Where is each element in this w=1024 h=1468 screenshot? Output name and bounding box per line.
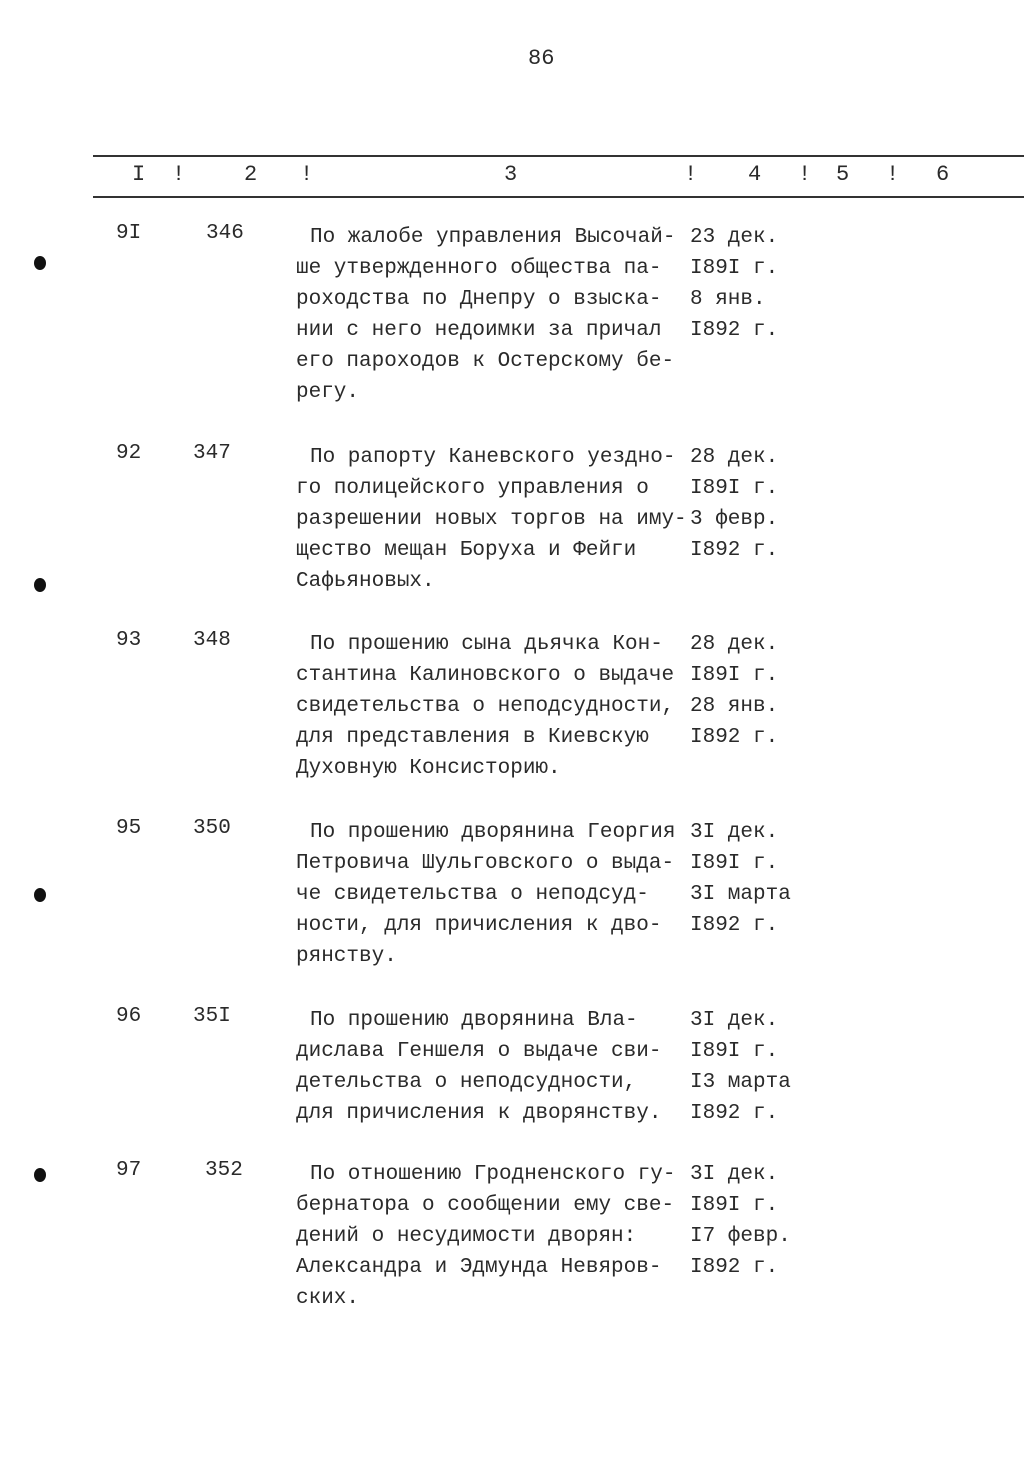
description-line: разрешении новых торгов на иму- xyxy=(296,508,687,531)
date-line: I89I г. xyxy=(690,1194,779,1217)
date-line: I892 г. xyxy=(690,726,779,749)
date-line: 28 дек. xyxy=(690,633,779,656)
date-line: I892 г. xyxy=(690,1102,779,1125)
description-line: ше утвержденного общества па- xyxy=(296,257,662,280)
description-line: Сафьяновых. xyxy=(296,570,435,593)
description-line: регу. xyxy=(296,381,360,404)
record-description xyxy=(296,1005,661,1129)
record-number: 92 xyxy=(116,442,142,465)
col-separator: ! xyxy=(300,162,314,187)
file-number: 346 xyxy=(206,222,244,245)
header-bottom-rule xyxy=(93,196,1024,198)
description-line: По жалобе управления Высочай- xyxy=(310,226,676,249)
date-line: I89I г. xyxy=(690,852,779,875)
record-dates xyxy=(690,222,778,346)
col-separator: ! xyxy=(684,162,698,187)
description-line: дений о несудимости дворян: xyxy=(296,1225,637,1248)
description-line: че свидетельства о неподсуд- xyxy=(296,883,649,906)
date-line: 28 янв. xyxy=(690,695,779,718)
record-dates xyxy=(690,1005,791,1129)
description-line: стантина Калиновского о выдаче xyxy=(296,664,675,687)
date-line: 23 дек. xyxy=(690,226,779,249)
record-dates xyxy=(690,629,778,753)
col-separator: ! xyxy=(798,162,812,187)
header-top-rule xyxy=(93,155,1024,157)
col-separator: ! xyxy=(172,162,186,187)
description-line: щество мещан Боруха и Фейги xyxy=(296,539,637,562)
date-line: I7 февр. xyxy=(690,1225,791,1248)
description-line: Александра и Эдмунда Невяров- xyxy=(296,1256,662,1279)
file-number: 350 xyxy=(193,817,231,840)
description-line: нии с него недоимки за причал xyxy=(296,319,662,342)
col-header-4: 4 xyxy=(748,162,762,187)
description-line: ности, для причисления к дво- xyxy=(296,914,662,937)
record-number: 95 xyxy=(116,817,142,840)
date-line: 3I дек. xyxy=(690,1009,779,1032)
description-line: По отношению Гродненского гу- xyxy=(310,1163,676,1186)
date-line: 28 дек. xyxy=(690,446,779,469)
record-number: 9I xyxy=(116,222,142,245)
record-number: 96 xyxy=(116,1005,142,1028)
date-line: I892 г. xyxy=(690,914,779,937)
binding-hole-mark xyxy=(34,888,46,902)
description-line: бернатора о сообщении ему све- xyxy=(296,1194,675,1217)
description-line: По прошению дворянина Вла- xyxy=(310,1009,638,1032)
record-description xyxy=(296,817,675,972)
description-line: его пароходов к Остерскому бе- xyxy=(296,350,675,373)
description-line: для представления в Киевскую xyxy=(296,726,649,749)
date-line: I892 г. xyxy=(690,539,779,562)
description-line: роходства по Днепру о взыска- xyxy=(296,288,662,311)
record-number: 97 xyxy=(116,1159,142,1182)
col-header-2: 2 xyxy=(244,162,258,187)
file-number: 348 xyxy=(193,629,231,652)
date-line: 8 янв. xyxy=(690,288,766,311)
page-number: 86 xyxy=(528,46,555,71)
binding-hole-mark xyxy=(34,256,46,270)
date-line: 3 февр. xyxy=(690,508,779,531)
date-line: I3 марта xyxy=(690,1071,791,1094)
description-line: По прошению сына дьячка Кон- xyxy=(310,633,663,656)
col-header-5: 5 xyxy=(836,162,850,187)
description-line: свидетельства о неподсудности, xyxy=(296,695,675,718)
record-dates xyxy=(690,817,791,941)
record-dates xyxy=(690,442,778,566)
date-line: I89I г. xyxy=(690,1040,779,1063)
description-line: для причисления к дворянству. xyxy=(296,1102,662,1125)
description-line: го полицейского управления о xyxy=(296,477,649,500)
record-description xyxy=(296,442,687,597)
file-number: 35I xyxy=(193,1005,231,1028)
col-separator: ! xyxy=(886,162,900,187)
description-line: ских. xyxy=(296,1287,360,1310)
binding-hole-mark xyxy=(34,1168,46,1182)
date-line: I892 г. xyxy=(690,319,779,342)
description-line: По прошению дворянина Георгия xyxy=(310,821,676,844)
record-description xyxy=(296,1159,675,1314)
description-line: рянству. xyxy=(296,945,397,968)
col-header-3: 3 xyxy=(504,162,518,187)
date-line: I89I г. xyxy=(690,477,779,500)
file-number: 352 xyxy=(205,1159,243,1182)
date-line: 3I марта xyxy=(690,883,791,906)
col-header-1: I xyxy=(132,162,146,187)
description-line: Духовную Консисторию. xyxy=(296,757,561,780)
record-description xyxy=(296,629,674,784)
date-line: I892 г. xyxy=(690,1256,779,1279)
description-line: детельства о неподсудности, xyxy=(296,1071,637,1094)
date-line: I89I г. xyxy=(690,257,779,280)
description-line: По рапорту Каневского уездно- xyxy=(310,446,676,469)
date-line: 3I дек. xyxy=(690,1163,779,1186)
binding-hole-mark xyxy=(34,578,46,592)
date-line: I89I г. xyxy=(690,664,779,687)
record-dates xyxy=(690,1159,791,1283)
file-number: 347 xyxy=(193,442,231,465)
col-header-6: 6 xyxy=(936,162,950,187)
record-description xyxy=(296,222,675,408)
date-line: 3I дек. xyxy=(690,821,779,844)
description-line: дислава Геншеля о выдаче сви- xyxy=(296,1040,662,1063)
record-number: 93 xyxy=(116,629,142,652)
description-line: Петровича Шульговского о выда- xyxy=(296,852,675,875)
